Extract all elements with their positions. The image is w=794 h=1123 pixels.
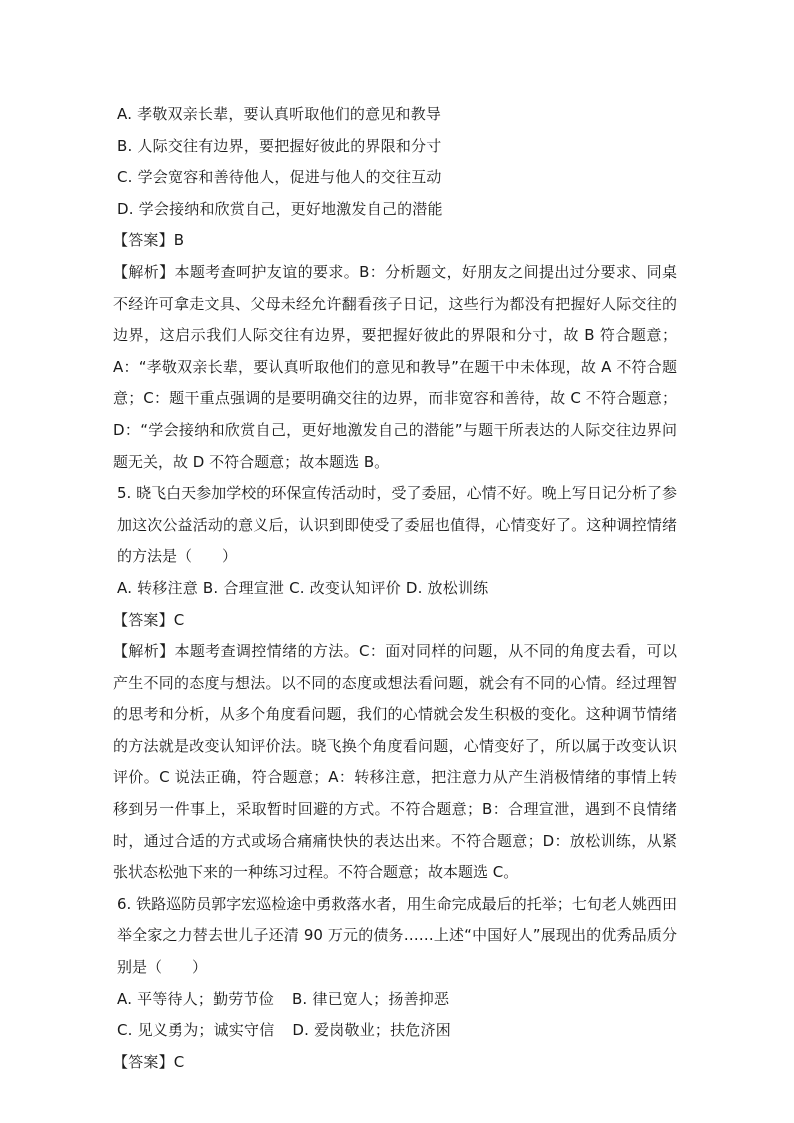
q5-answer: 【答案】C	[113, 610, 185, 629]
q4-option-c: C. 学会宽容和善待他人，促进与他人的交往互动	[117, 168, 442, 187]
q5-options: A. 转移注意 B. 合理宣泄 C. 改变认知评价 D. 放松训练	[117, 578, 489, 597]
q6-option-c: C. 见义勇为；诚实守信	[117, 1021, 275, 1040]
q6-option-d: D. 爱岗敬业；扶危济困	[292, 1021, 451, 1040]
q5-analysis: 【解析】本题考查调控情绪的方法。C：面对同样的问题，从不同的角度去看，可以产生不同的态度与想法。以不同的态度或想法看问题，就会有不同的心情。经过理智的思考和分析，从多个角度看问题，我们的心情就会发生积极的变化。这种调节情绪的方法就是改变认知评价法。晓飞换个角度看问题，心情变好了，所以属于改变认识评价。C 说法正确，符合题意；A：转移注意，把注意力从产生消极情绪的事情上转移到另一件事上，采取暂时回避的方式。不符合题意；B：合理宣泄，遇到不良情绪时，通过合适的方式或场合痛痛快快的表达出来。不符合题意；D：放松训练，从紧张状态松弛下来的一种练习过程。不符合题意；故本题选 C。	[113, 642, 677, 882]
q6-options-row1	[117, 984, 677, 1016]
q4-answer: 【答案】B	[113, 231, 185, 250]
q6-option-a: A. 平等待人；勤劳节俭	[117, 989, 274, 1008]
q4-option-a: A. 孝敬双亲长辈，要认真听取他们的意见和教导	[117, 105, 442, 123]
q4-analysis: 【解析】本题考查呵护友谊的要求。B：分析题文，好朋友之间提出过分要求、同桌不经许可拿走文具、父母未经允许翻看孩子日记，这些行为都没有把握好人际交往的边界，这启示我们人际交往有边界，要把握好彼此的界限和分寸，故 B 符合题意；A：“孝敬双亲长辈，要认真听取他们的意见和教导”在题干中未体现，故 A 不符合题意；C：题干重点强调的是要明确交往的边界，而非宽容和善待，故 C 不符合题意；D：“学会接纳和欣赏自己，更好地激发自己的潜能”与题干所表达的人际交往边界问题无关，故 D 不符合题意；故本题选 B。	[113, 262, 677, 471]
q4-option-b: B. 人际交往有边界，要把握好彼此的界限和分寸	[117, 136, 442, 155]
q5-stem: 5. 晓飞白天参加学校的环保宣传活动时，受了委屈，心情不好。晚上写日记分析了参加这次公益活动的意义后，认识到即使受了委屈也值得，心情变好了。这种调控情绪的方法是（ ）	[117, 484, 677, 566]
q4-option-d: D. 学会接纳和欣赏自己，更好地激发自己的潜能	[117, 199, 443, 218]
q6-answer: 【答案】C	[113, 1052, 185, 1071]
q6-options-row2	[117, 1015, 677, 1047]
q6-option-b: B. 律已宽人；扬善抑恶	[291, 989, 450, 1008]
q6-stem: 6. 铁路巡防员郭字宏巡检途中勇救落水者，用生命完成最后的托举；七旬老人姚西田举全家之力替去世儿子还清 90 万元的债务……上述“中国好人”展现出的优秀品质分别是（ ）	[117, 894, 677, 977]
page-content	[113, 99, 677, 1078]
